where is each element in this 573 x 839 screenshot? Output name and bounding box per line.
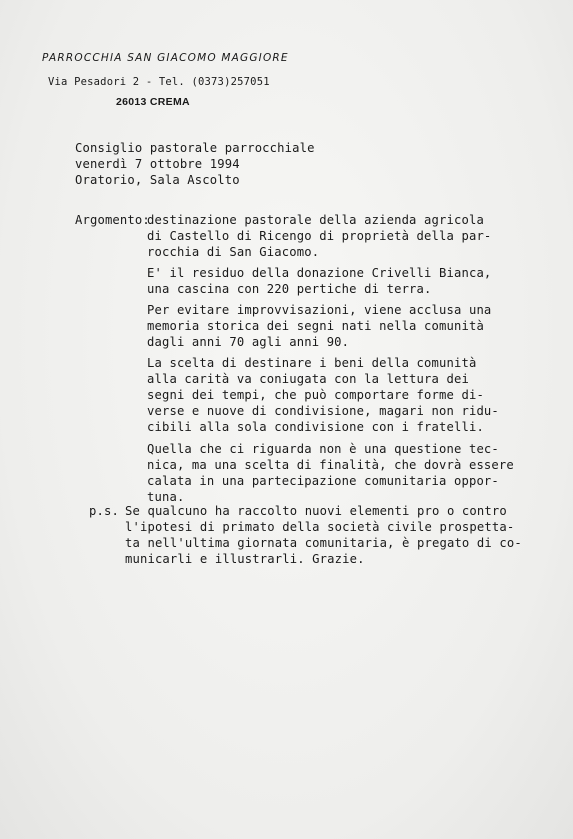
postscript-text-line: municarli e illustrarli. Grazie. [125,552,365,566]
argomento-text-line: rocchia di San Giacomo. [147,245,320,259]
argomento-text-line: verse e nuove di condivisione, magari non ridu- [147,404,499,418]
argomento-text-line: una cascina con 220 pertiche di terra. [147,282,432,296]
argomento-text-line: alla carità va coniugata con la lettura dei [147,372,469,386]
argomento-text-line: calata in una partecipazione comunitaria oppor- [147,474,499,488]
argomento-text-line: Per evitare improvvisazioni, viene acclusa una [147,303,492,317]
argomento-text-line: Quella che ci riguarda non è una questione tec- [147,442,499,456]
postscript-text-line: ta nell'ultima giornata comunitaria, è pregato di co- [125,536,522,550]
argomento-text-line: La scelta di destinare i beni della comunità [147,356,477,370]
parish-address: Via Pesadori 2 - Tel. (0373)257051 [48,76,270,88]
meeting-location: Oratorio, Sala Ascolto [75,173,240,187]
argomento-text-line: segni dei tempi, che può comportare forme di- [147,388,484,402]
argomento-text-line: cibili alla sola condivisione con i fratelli. [147,420,484,434]
parish-city: 26013 CREMA [116,96,190,108]
argomento-text-line: di Castello di Ricengo di proprietà della par- [147,229,492,243]
postscript-text-line: Se qualcuno ha raccolto nuovi elementi pro o contro [125,504,507,518]
postscript-text-line: l'ipotesi di primato della società civile prospetta- [125,520,515,534]
meeting-title: Consiglio pastorale parrocchiale [75,141,315,155]
argomento-text-line: destinazione pastorale della azienda agricola [147,213,484,227]
argomento-text-line: dagli anni 70 agli anni 90. [147,335,350,349]
parish-name: PARROCCHIA SAN GIACOMO MAGGIORE [42,52,289,64]
meeting-date: venerdì 7 ottobre 1994 [75,157,240,171]
argomento-text-line: E' il residuo della donazione Crivelli Bianca, [147,266,492,280]
argomento-label: Argomento: [75,213,150,227]
argomento-text-line: memoria storica dei segni nati nella comunità [147,319,484,333]
argomento-text-line: nica, ma una scelta di finalità, che dovrà essere [147,458,514,472]
argomento-text-line: tuna. [147,490,185,504]
postscript-label: p.s. [89,504,119,518]
